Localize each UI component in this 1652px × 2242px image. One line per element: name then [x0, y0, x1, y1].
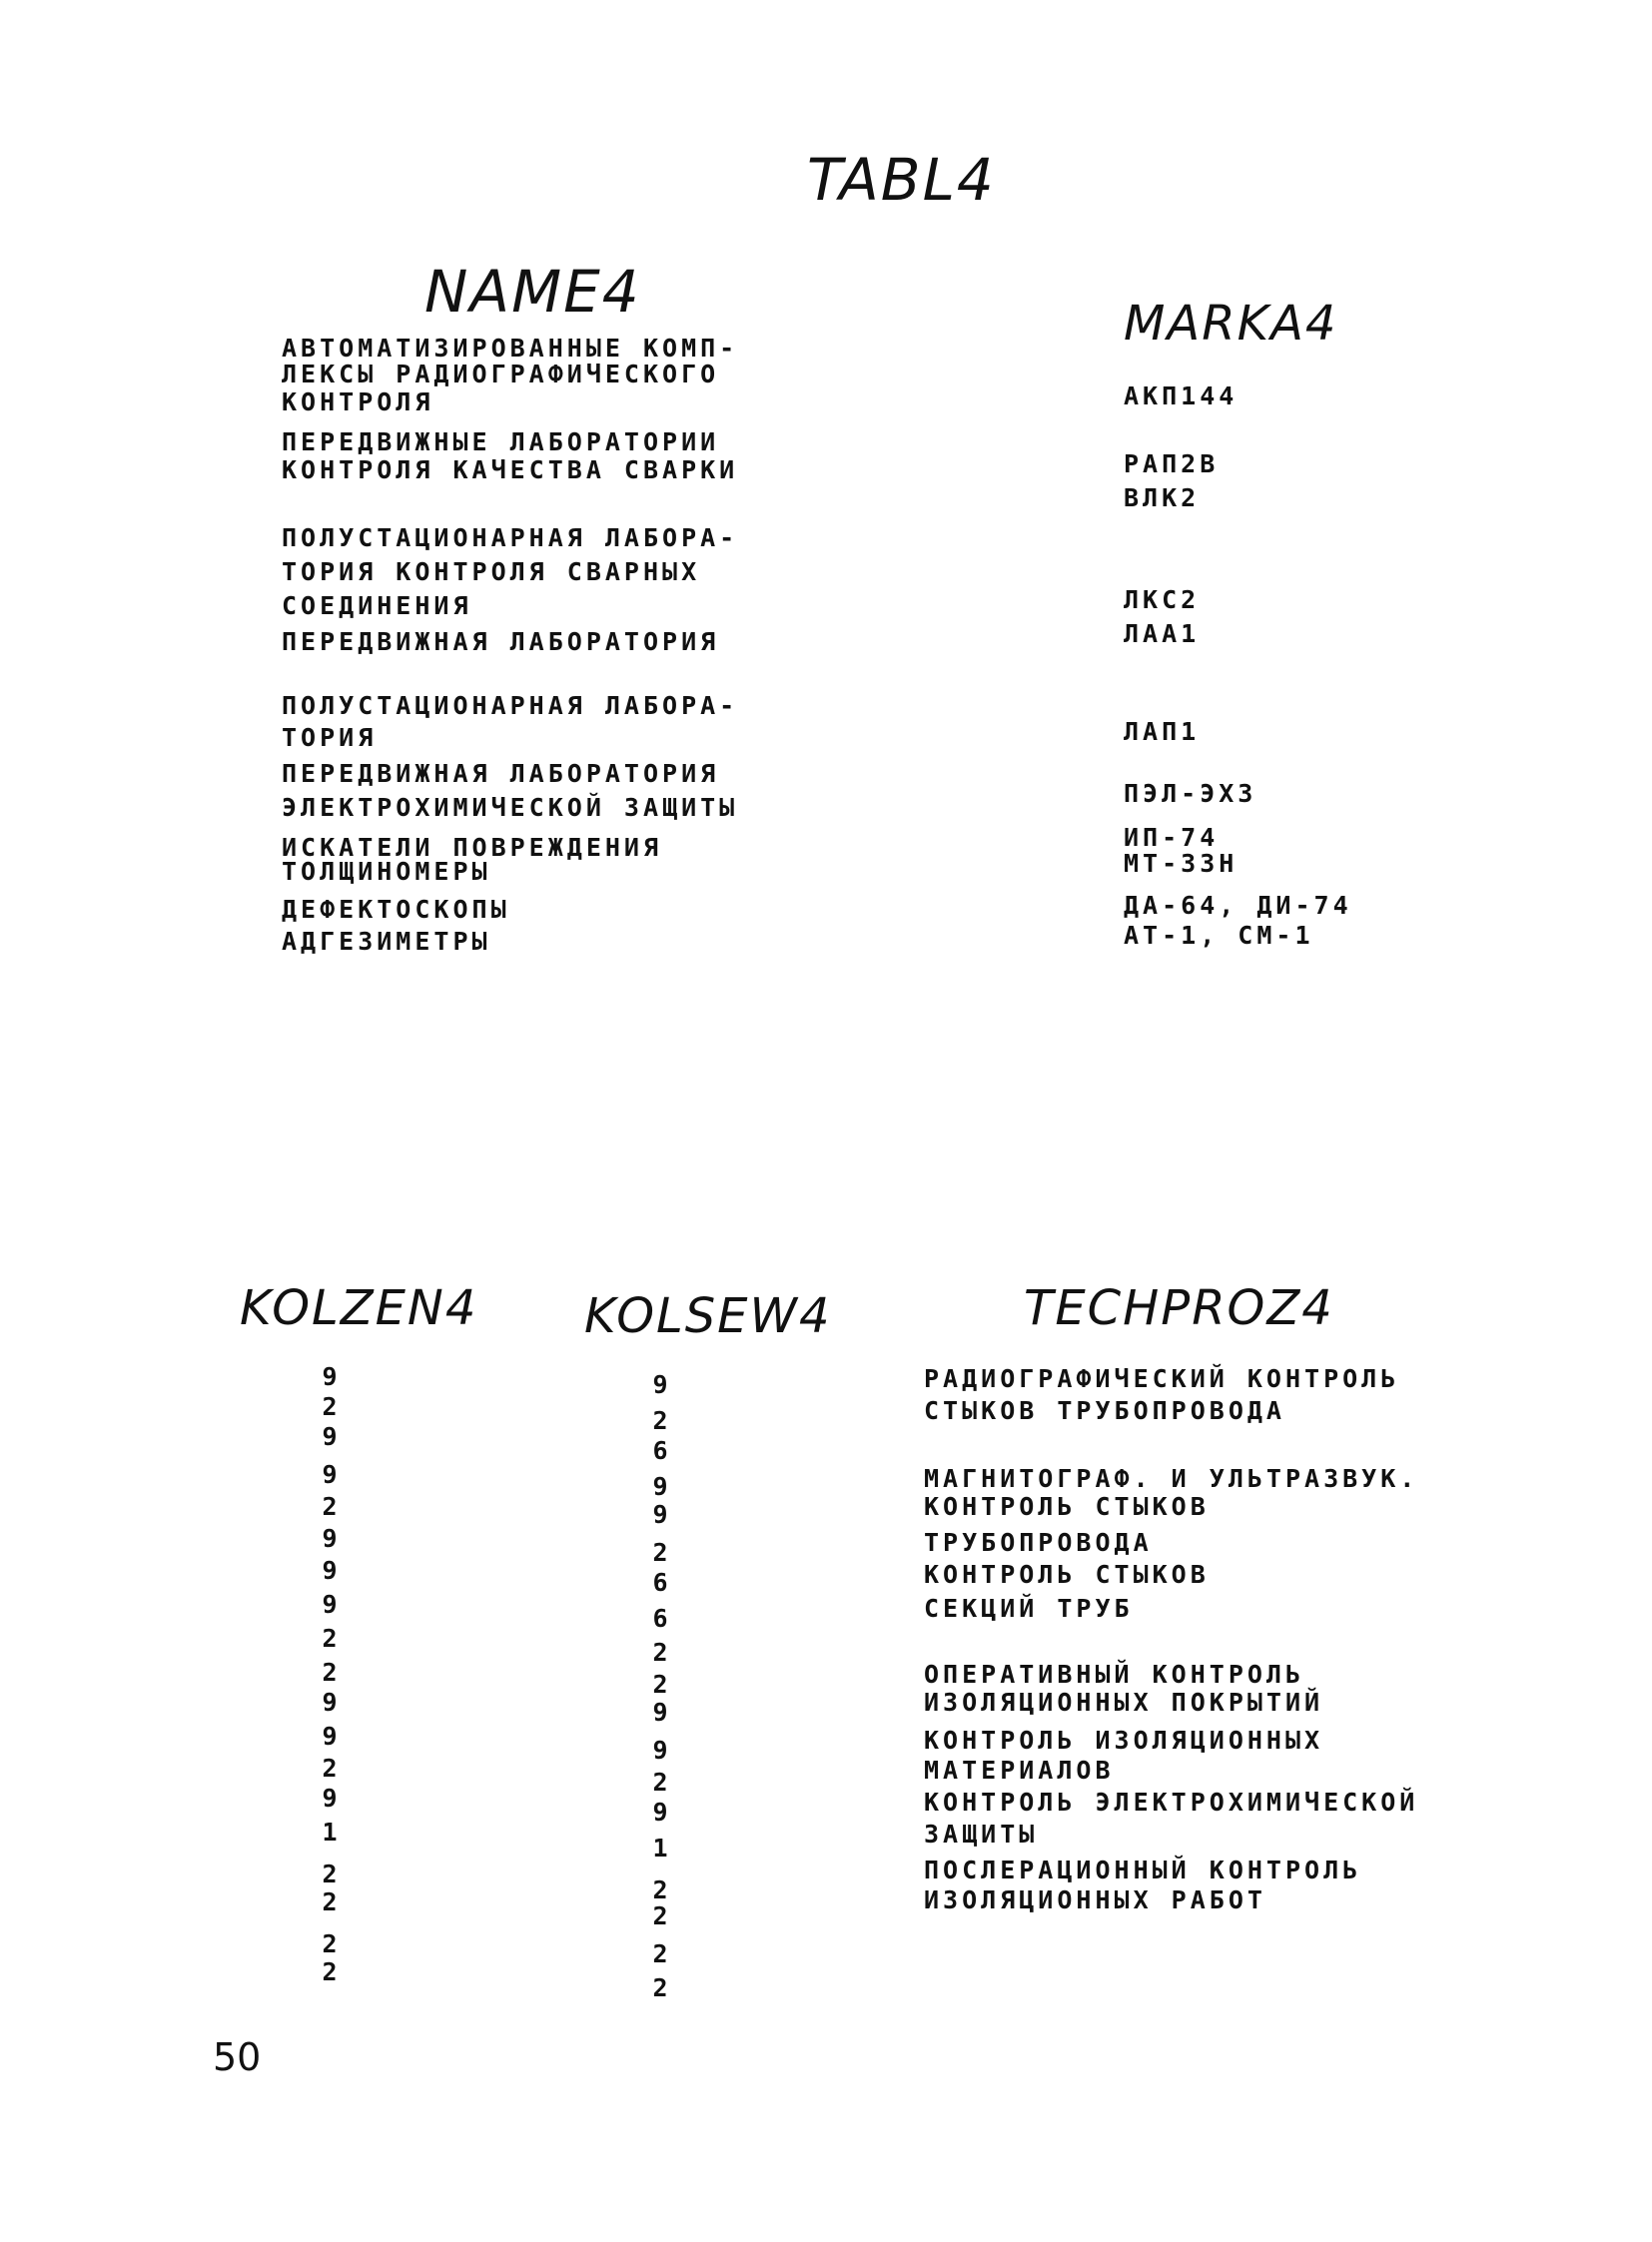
name-line: ПЕРЕДВИЖНАЯ ЛАБОРАТОРИЯ — [282, 759, 720, 788]
kolzen-value: 1 — [322, 1818, 342, 1847]
kolsew-value: 2 — [652, 1973, 672, 2002]
kolzen-value: 9 — [322, 1784, 342, 1813]
techproz-line: СТЫКОВ ТРУБОПРОВОДА — [924, 1396, 1285, 1425]
kolsew-value: 2 — [652, 1901, 672, 1930]
kolsew-value: 2 — [652, 1875, 672, 1904]
marka-line: АТ-1, СМ-1 — [1124, 921, 1314, 950]
kolzen-value: 2 — [322, 1929, 342, 1958]
marka-line: ВЛК2 — [1124, 483, 1201, 512]
kolzen-value: 2 — [322, 1860, 342, 1888]
kolsew-value: 6 — [652, 1568, 672, 1597]
marka-line: ЛАП1 — [1124, 717, 1201, 746]
name4-column — [282, 0, 841, 999]
kolzen-value: 2 — [322, 1658, 342, 1687]
marka-line: РАП2В — [1124, 449, 1220, 478]
name-line: ЛЕКСЫ РАДИОГРАФИЧЕСКОГО — [282, 360, 720, 388]
name-line: КОНТРОЛЯ — [282, 387, 434, 416]
header-name4: NAME4 — [424, 258, 641, 326]
kolsew-value: 9 — [652, 1370, 672, 1399]
techproz-line: КОНТРОЛЬ ЭЛЕКТРОХИМИЧЕСКОЙ — [924, 1788, 1419, 1817]
kolsew-value: 2 — [652, 1768, 672, 1797]
kolzen-value: 9 — [322, 1460, 342, 1489]
techproz-line: РАДИОГРАФИЧЕСКИЙ КОНТРОЛЬ — [924, 1364, 1400, 1393]
techproz-line: ОПЕРАТИВНЫЙ КОНТРОЛЬ — [924, 1660, 1305, 1689]
marka-line: ПЭЛ-ЭХЗ — [1124, 779, 1257, 808]
techproz-line: КОНТРОЛЬ СТЫКОВ — [924, 1560, 1210, 1589]
techproz-line: СЕКЦИЙ ТРУБ — [924, 1594, 1134, 1623]
name-line: ПОЛУСТАЦИОНАРНАЯ ЛАБОРА- — [282, 523, 739, 552]
techproz-line: ТРУБОПРОВОДА — [924, 1528, 1153, 1557]
marka-line: ЛКС2 — [1124, 585, 1201, 614]
name-line: КОНТРОЛЯ КАЧЕСТВА СВАРКИ — [282, 455, 739, 484]
kolzen-value: 9 — [322, 1688, 342, 1717]
kolsew-value: 6 — [652, 1436, 672, 1465]
name-line: ТОЛЩИНОМЕРЫ — [282, 857, 491, 886]
table-title: TABL4 — [807, 146, 996, 214]
kolzen-value: 9 — [322, 1556, 342, 1585]
marka-line: ДА-64, ДИ-74 — [1124, 891, 1352, 920]
marka-line: ЛАА1 — [1124, 619, 1201, 648]
kolsew-value: 9 — [652, 1500, 672, 1529]
kolsew4-column — [642, 0, 682, 2002]
kolzen-value: 2 — [322, 1492, 342, 1521]
kolzen-value: 9 — [322, 1722, 342, 1751]
marka-line: МТ-33Н — [1124, 849, 1239, 878]
kolsew-value: 2 — [652, 1939, 672, 1968]
name-line: ТОРИЯ — [282, 723, 378, 752]
header-kolsew4: KOLSEW4 — [584, 1288, 832, 1344]
kolsew-value: 1 — [652, 1834, 672, 1863]
name-line: АВТОМАТИЗИРОВАННЫЕ КОМП- — [282, 334, 739, 363]
kolzen-value: 2 — [322, 1392, 342, 1421]
kolzen-value: 2 — [322, 1624, 342, 1653]
marka-line: ИП-74 — [1124, 823, 1220, 852]
techproz-line: КОНТРОЛЬ СТЫКОВ — [924, 1492, 1210, 1521]
techproz-line: КОНТРОЛЬ ИЗОЛЯЦИОННЫХ — [924, 1726, 1324, 1755]
kolzen-value: 9 — [322, 1362, 342, 1391]
name-line: ЭЛЕКТРОХИМИЧЕСКОЙ ЗАЩИТЫ — [282, 793, 739, 822]
name-line: ДЕФЕКТОСКОПЫ — [282, 895, 510, 924]
header-kolzen4: KOLZEN4 — [240, 1280, 478, 1336]
marka-line: АКП144 — [1124, 381, 1239, 410]
kolzen-value: 2 — [322, 1754, 342, 1783]
name-line: СОЕДИНЕНИЯ — [282, 591, 472, 620]
techproz4-column — [924, 0, 1483, 1997]
kolsew-value: 2 — [652, 1638, 672, 1667]
techproz-line: ИЗОЛЯЦИОННЫХ ПОКРЫТИЙ — [924, 1688, 1324, 1717]
kolsew-value: 9 — [652, 1698, 672, 1727]
name-line: ПОЛУСТАЦИОНАРНАЯ ЛАБОРА- — [282, 691, 739, 720]
kolzen-value: 9 — [322, 1524, 342, 1553]
kolsew-value: 2 — [652, 1406, 672, 1435]
kolsew-value: 6 — [652, 1604, 672, 1633]
techproz-line: МАТЕРИАЛОВ — [924, 1756, 1115, 1785]
kolsew-value: 2 — [652, 1538, 672, 1567]
kolzen-value: 9 — [322, 1422, 342, 1451]
kolzen-value: 2 — [322, 1957, 342, 1986]
kolsew-value: 2 — [652, 1670, 672, 1699]
page-number: 50 — [213, 2035, 262, 2079]
kolsew-value: 9 — [652, 1798, 672, 1827]
techproz-line: ЗАЩИТЫ — [924, 1820, 1039, 1849]
name-line: ПЕРЕДВИЖНЫЕ ЛАБОРАТОРИИ — [282, 427, 720, 456]
kolsew-value: 9 — [652, 1736, 672, 1765]
kolzen-value: 9 — [322, 1590, 342, 1619]
header-techproz4: TECHPROZ4 — [1024, 1280, 1334, 1336]
name-line: ТОРИЯ КОНТРОЛЯ СВАРНЫХ — [282, 557, 701, 586]
techproz-line: МАГНИТОГРАФ. И УЛЬТРАЗВУК. — [924, 1464, 1419, 1493]
kolzen-value: 2 — [322, 1887, 342, 1916]
techproz-line: ПОСЛЕРАЦИОННЫЙ КОНТРОЛЬ — [924, 1856, 1362, 1884]
header-marka4: MARKA4 — [1124, 296, 1338, 352]
kolzen4-column — [312, 0, 352, 1997]
kolsew-value: 9 — [652, 1472, 672, 1501]
name-line: ИСКАТЕЛИ ПОВРЕЖДЕНИЯ — [282, 833, 663, 862]
name-line: АДГЕЗИМЕТРЫ — [282, 927, 491, 956]
techproz-line: ИЗОЛЯЦИОННЫХ РАБОТ — [924, 1885, 1266, 1914]
name-line: ПЕРЕДВИЖНАЯ ЛАБОРАТОРИЯ — [282, 627, 720, 656]
